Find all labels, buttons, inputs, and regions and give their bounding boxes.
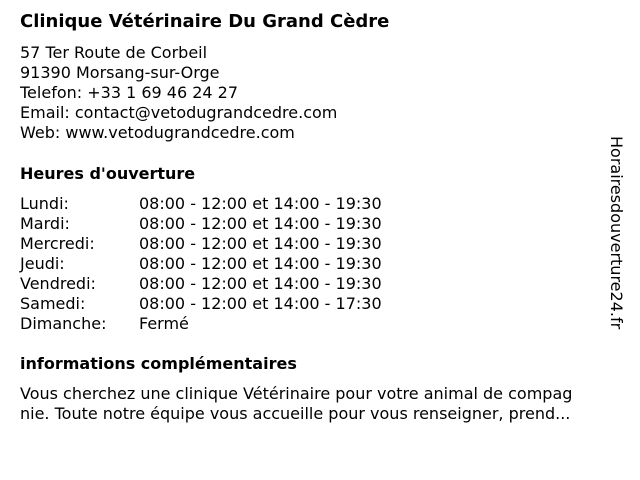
hours-table (20, 194, 440, 334)
hours-time: 08:00 - 12:00 et 14:00 - 19:30 (139, 214, 382, 233)
email-address[interactable]: Email: contact@vetodugrandcedre.com (20, 103, 338, 122)
info-line-2: nie. Toute notre équipe vous accueille pour vous renseigner, prend... (20, 404, 571, 423)
hours-heading: Heures d'ouverture (20, 164, 196, 183)
hours-day: Samedi: (20, 294, 86, 313)
info-description (20, 384, 620, 424)
hours-row (20, 294, 440, 314)
hours-day: Lundi: (20, 194, 69, 213)
hours-day: Mercredi: (20, 234, 95, 253)
info-line-1: Vous cherchez une clinique Vétérinaire pour votre animal de compag (20, 384, 573, 403)
hours-day: Jeudi: (20, 254, 65, 273)
info-heading: informations complémentaires (20, 354, 297, 373)
hours-time: 08:00 - 12:00 et 14:00 - 19:30 (139, 194, 382, 213)
hours-row (20, 234, 440, 254)
website-link[interactable]: Web: www.vetodugrandcedre.com (20, 123, 295, 142)
hours-day: Mardi: (20, 214, 70, 233)
address-line-1: 57 Ter Route de Corbeil (20, 43, 208, 62)
hours-time: 08:00 - 12:00 et 14:00 - 19:30 (139, 254, 382, 273)
watermark-text: Horairesdouverture24.fr (607, 136, 626, 330)
address-line-2: 91390 Morsang-sur-Orge (20, 63, 220, 82)
hours-row (20, 214, 440, 234)
hours-time: Fermé (139, 314, 189, 333)
site-watermark (604, 136, 628, 346)
hours-time: 08:00 - 12:00 et 14:00 - 17:30 (139, 294, 382, 313)
contact-block (20, 43, 337, 143)
hours-row (20, 194, 440, 214)
hours-row (20, 254, 440, 274)
hours-day: Vendredi: (20, 274, 96, 293)
hours-row (20, 314, 440, 334)
hours-time: 08:00 - 12:00 et 14:00 - 19:30 (139, 274, 382, 293)
hours-time: 08:00 - 12:00 et 14:00 - 19:30 (139, 234, 382, 253)
hours-day: Dimanche: (20, 314, 107, 333)
phone-number[interactable]: Telefon: +33 1 69 46 24 27 (20, 83, 239, 102)
hours-row (20, 274, 440, 294)
clinic-name: Clinique Vétérinaire Du Grand Cèdre (20, 11, 390, 32)
